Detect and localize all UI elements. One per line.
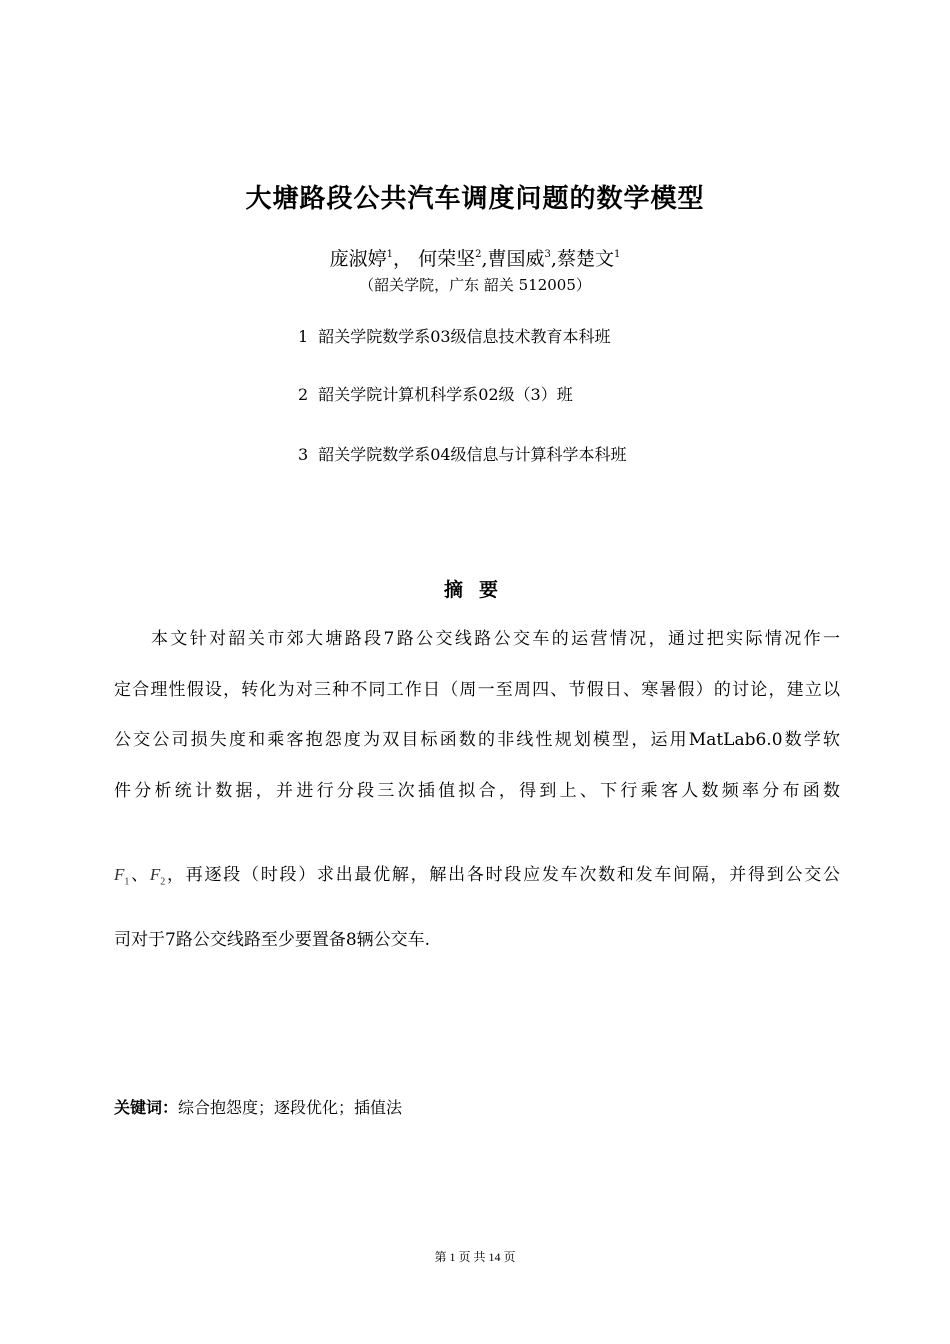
author-name: 蔡楚文 <box>556 248 614 270</box>
author-name: 何荣坚 <box>418 248 476 270</box>
affiliation-item <box>298 324 611 347</box>
math-f1: $F_1$ <box>114 865 130 888</box>
author-name: 庞淑婷 <box>329 248 387 270</box>
affiliation-item <box>298 442 627 465</box>
author-affiliation-mark: 2 <box>475 249 482 260</box>
math-f2: $F_2$ <box>149 865 166 888</box>
keywords <box>114 1095 402 1118</box>
affiliation-item <box>298 382 573 405</box>
abstract-line: 定合理性假设，转化为对三种不同工作日（周一至周四、节假日、寒暑假）的讨论，建立以 <box>114 680 840 700</box>
affiliation-text: 韶关学院数学系03级信息技术教育本科班 <box>318 327 611 346</box>
abstract-line: 司对于7路公交线路至少要置备8辆公交车. <box>114 930 431 950</box>
affiliation-number: 1 <box>298 327 309 346</box>
abstract-line: 件分析统计数据，并进行分段三次插值拟合，得到上、下行乘客人数频率分布函数 <box>114 781 840 801</box>
page-footer: 第 1 页 共 14 页 <box>434 1250 516 1264</box>
author-name: 曹国威 <box>487 248 545 270</box>
author-list: 庞淑婷$^1$， 何荣坚$^2$,曹国威$^3$,蔡楚文$^1$ <box>329 248 621 270</box>
author-affiliation-mark: 3 <box>544 249 551 260</box>
affiliation-number: 3 <box>298 445 309 464</box>
institution-address: （韶关学院，广东 韶关 512005） <box>359 276 591 294</box>
abstract-line: 本文针对韶关市郊大塘路段7路公交线路公交车的运营情况，通过把实际情况作一 <box>151 629 840 649</box>
affiliation-number: 2 <box>298 385 309 404</box>
paper-title: 大塘路段公共汽车调度问题的数学模型 <box>245 184 705 214</box>
abstract-line: 公交公司损失度和乘客抱怨度为双目标函数的非线性规划模型，运用MatLab6.0数学软 <box>114 730 840 750</box>
abstract-heading: 摘要 <box>443 579 514 601</box>
keywords-label: 关键词： <box>114 1098 179 1117</box>
abstract-line-with-math: $F_1$、$F_2$，再逐段（时段）求出最优解，解出各时段应发车次数和发车间隔，并得到公交公 <box>114 865 841 888</box>
author-affiliation-mark: 1 <box>613 249 621 260</box>
affiliation-text: 韶关学院计算机科学系02级（3）班 <box>318 385 573 404</box>
keywords-text: 综合抱怨度；逐段优化；插值法 <box>178 1098 403 1117</box>
affiliation-text: 韶关学院数学系04级信息与计算科学本科班 <box>318 445 627 464</box>
author-affiliation-mark: 1 <box>386 249 394 260</box>
